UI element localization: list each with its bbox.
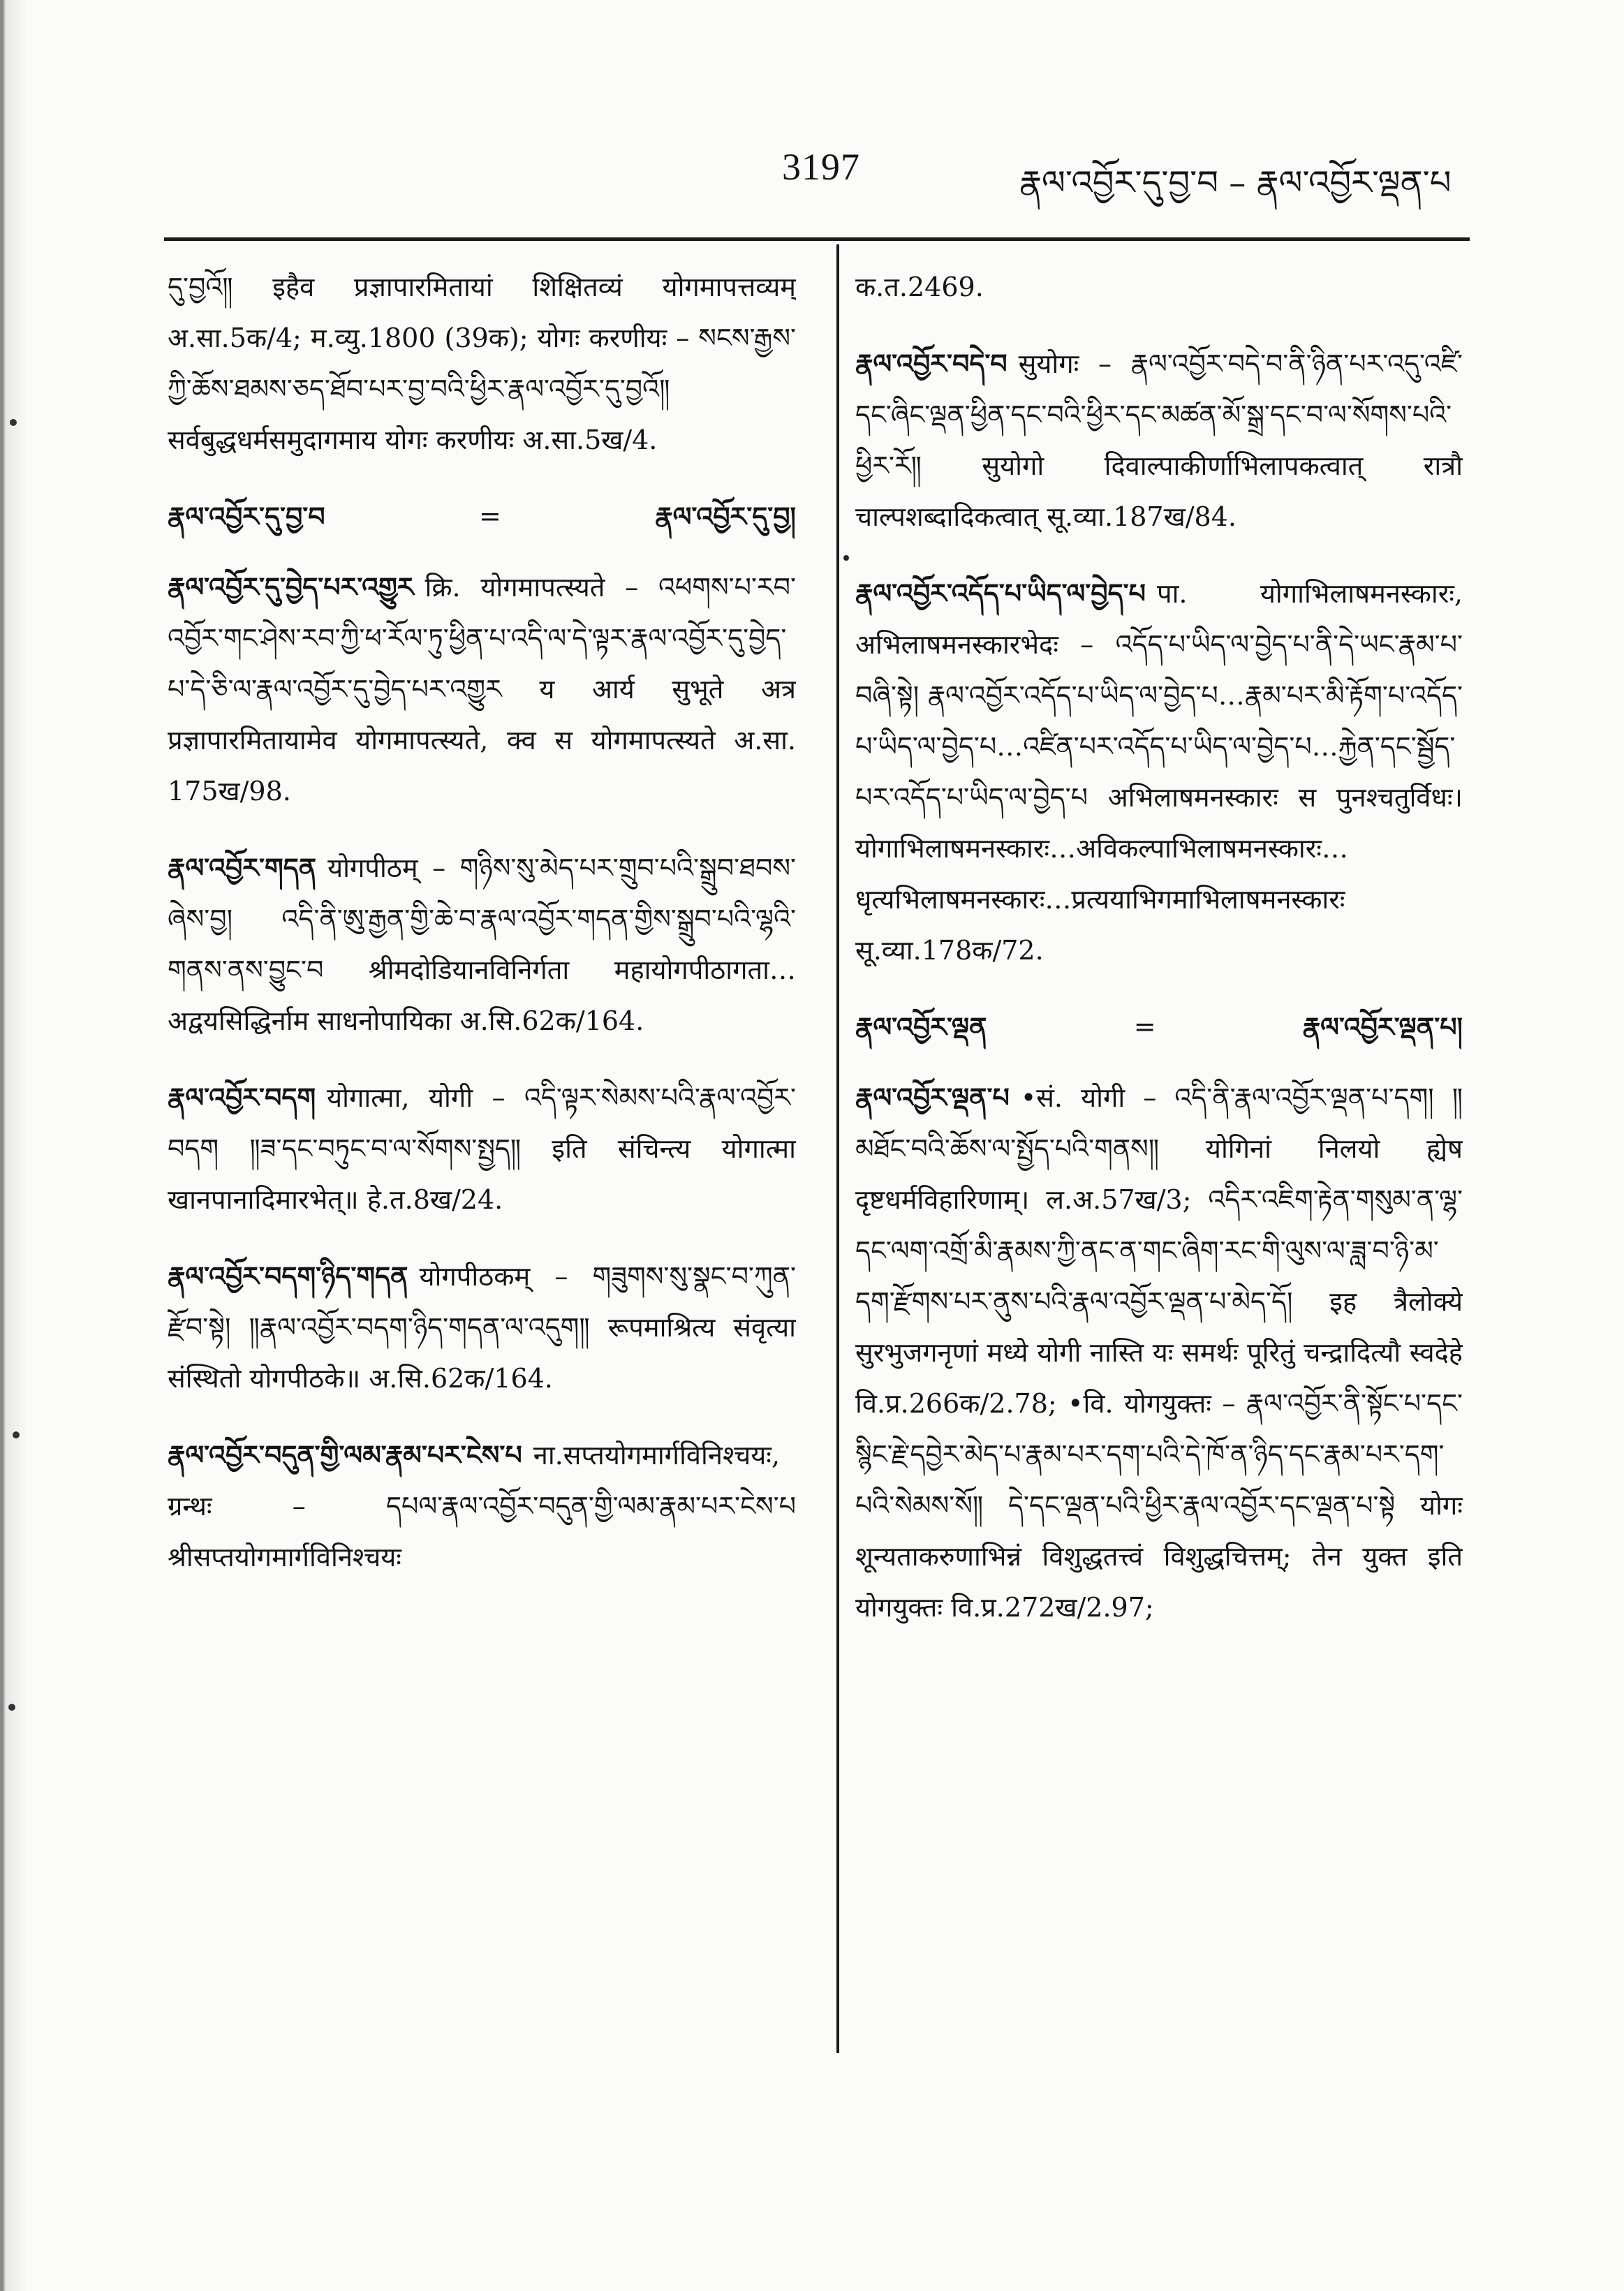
left-column [168, 262, 796, 2070]
entry-body: •सं. योगी – འདི་ནི་རྣལ་འབྱོར་ལྡན་པ་དག། ༎མཐོང་བའི་ཆོས་ལ་སྤྱོད་པའི་གནས༎ योगिनां निलयो ह्येष दृष्टधर्मविहारिणाम्। ल.अ.57ख/3; འདིར་འཇིག་རྟེན་གསུམ་ན་ལྷ་དང་ལག་འགྲོ་མི་རྣམས་ཀྱི་ནང་ན་གང་ཞིག་རང་གི་ལུས་ལ་ཟླ་བ་ཉི་མ་དག་རྫོགས་པར་ནུས་པའི་རྣལ་འབྱོར་ལྡན་པ་མེད་དོ། इह त्रैलोक्ये सुरभुजगनृणां मध्ये योगी नास्ति यः समर्थः पूरितुं चन्द्रादित्यौ स्वदेहे वि.प्र.266क/2.78; •वि. योगयुक्तः – རྣལ་འབྱོར་ནི་སྟོང་པ་དང་སྙིང་རྗེ་དབྱེར་མེད་པ་རྣམ་པར་དག་པའི་དེ་ཁོ་ན་ཉིད་དང་རྣམ་པར་དག་པའི་སེམས་སོ༎ དེ་དང་ལྡན་པའི་ཕྱིར་རྣལ་འབྱོར་དང་ལྡན་པ་སྟེ योगः शून्यताकरुणाभिन्नं विशुद्धतत्त्वं विशुद्धचित्तम्; तेन युक्त इति योगयुक्तः वि.प्र.272ख/2.97; [855, 1082, 1463, 1623]
crossref-target: རྣལ་འབྱོར་ལྡན་པ། [1302, 1011, 1463, 1043]
dictionary-entry [168, 842, 796, 1047]
dictionary-entry [168, 1072, 796, 1225]
crossref-entry [168, 491, 796, 542]
headword: རྣལ་འབྱོར་བདག [168, 1082, 316, 1113]
margin-dot [843, 555, 849, 561]
running-head: རྣལ་འབྱོར་དུ་བྱ་བ – རྣལ་འབྱོར་ལྡན་པ [1019, 163, 1452, 202]
entry-body: पा. योगाभिलाषमनस्कारः, अभिलाषमनस्कारभेदः – འདོད་པ་ཡིད་ལ་བྱེད་པ་ནི་དེ་ཡང་རྣམ་པ་བཞི་སྟེ། རྣལ་འབྱོར་འདོད་པ་ཡིད་ལ་བྱེད་པ…རྣམ་པར་མི་རྟོག་པ་འདོད་པ་ཡིད་ལ་བྱེད་པ…འཛིན་པར་འདོད་པ་ཡིད་ལ་བྱེད་པ…རྐྱེན་དང་སྦྱོད་པར་འདོད་པ་ཡིད་ལ་བྱེད་པ अभिलाषमनस्कारः स पुनश्चतुर्विधः। योगाभिलाषमनस्कारः…अविकल्पाभिलाषमनस्कारः…धृत्यभिलाषमनस्कारः…प्रत्ययाभिगमाभिलाषमनस्कारः सू.व्या.178क/72. [855, 578, 1463, 966]
headword: རྣལ་འབྱོར་གདན [168, 852, 317, 883]
entry-body: क.त.2469. [855, 272, 984, 302]
dictionary-entry [855, 262, 1463, 313]
crossref-target: རྣལ་འབྱོར་དུ་བྱ། [655, 501, 796, 532]
crossref-eq: = [1133, 1011, 1156, 1042]
entry-body: དུ་བྱའོ༎ इहैव प्रज्ञापारमितायां शिक्षितव्यं योगमापत्तव्यम् अ.सा.5क/4; म.व्यु.1800 (39क); योगः करणीयः – སངས་རྒྱས་ཀྱི་ཆོས་ཐམས་ཅད་ཐོབ་པར་བྱ་བའི་ཕྱིར་རྣལ་འབྱོར་དུ་བྱའོ༎ सर्वबुद्धधर्मसमुदागमाय योगः करणीयः अ.सा.5ख/4. [168, 272, 796, 455]
dictionary-entry [168, 262, 796, 466]
entry-body: सुयोगः – རྣལ་འབྱོར་བདེ་བ་ནི་ཉིན་པར་འདུ་འཛི་དང་ཞིང་ལྡན་ཕྱིན་དང་བའི་ཕྱིར་དང་མཚན་མོ་སྒྲ་དང་བ་ལ་སོགས་པའི་ཕྱིར་རོ༎ सुयोगो दिवाल्पाकीर्णाभिलापकत्वात् रात्रौ चाल्पशब्दादिकत्वात् सू.व्या.187ख/84. [855, 348, 1463, 532]
scan-speck [13, 1431, 20, 1438]
column-divider [836, 244, 839, 2053]
dictionary-entry [855, 568, 1463, 976]
dictionary-entry [168, 1429, 796, 1583]
crossref-eq: = [479, 501, 501, 531]
headword: རྣལ་འབྱོར་བདུན་གྱི་ལམ་རྣམ་པར་ངེས་པ [168, 1439, 522, 1471]
crossref-head: རྣལ་འབྱོར་དུ་བྱ་བ [168, 501, 325, 532]
dictionary-entry [168, 561, 796, 817]
dictionary-entry [855, 338, 1463, 543]
dictionary-entry [168, 1251, 796, 1404]
scan-speck [10, 419, 17, 426]
crossref-entry [855, 1001, 1463, 1052]
headword: རྣལ་འབྱོར་དུ་བྱེད་པར་འགྱུར [168, 571, 414, 603]
page-number: 3197 [782, 146, 860, 188]
crossref-head: རྣལ་འབྱོར་ལྡན [855, 1011, 987, 1043]
headword: རྣལ་འབྱོར་འདོད་པ་ཡིད་ལ་བྱེད་པ [855, 577, 1146, 609]
headword: རྣལ་འབྱོར་ལྡན་པ [855, 1082, 1010, 1113]
entry-body: क्रि. योगमापत्स्यते – འཕགས་པ་རབ་འབྱོར་གང་ཤེས་རབ་ཀྱི་ཕ་རོལ་ཏུ་ཕྱིན་པ་འདི་ལ་དེ་ལྟར་རྣལ་འབྱོར་དུ་བྱེད་པ་དེ་ཅི་ལ་རྣལ་འབྱོར་དུ་བྱེད་པར་འགྱུར य आर्य सुभूते अत्र प्रज्ञापारमितायामेव योगमापत्स्यते, क्व स योगमापत्स्यते अ.सा. 175ख/98. [168, 572, 796, 806]
scan-speck [8, 1704, 15, 1711]
headword: རྣལ་འབྱོར་བདག་ཉིད་གདན [168, 1260, 408, 1292]
entry-body: योगात्मा, योगी – འདི་ལྟར་སེམས་པའི་རྣལ་འབྱོར་བདག ༎ཟ་དང་བཏུང་བ་ལ་སོགས་སྤྱད༎ इति संचिन्त्य योगात्मा खानपानादिमारभेत्॥ हे.त.8ख/24. [168, 1082, 796, 1215]
entry-body: योगपीठम् – གཉིས་སུ་མེད་པར་གྲུབ་པའི་སྒྲུབ་ཐབས་ཞེས་བྱ། འདི་ནི་ཨུ་རྒྱན་གྱི་ཆེ་བ་རྣལ་འབྱོར་གདན་གྱིས་སྒྲུབ་པའི་ལྷའི་གནས་ནས་བྱུང་བ श्रीमदोडियानविनिर्गता महायोगपीठागता…अद्वयसिद्धिर्नाम साधनोपायिका अ.सि.62क/164. [168, 853, 796, 1036]
headword: རྣལ་འབྱོར་བདེ་བ [855, 348, 1007, 379]
dictionary-entry [855, 1072, 1463, 1633]
entry-body: योगपीठकम् – གཟུགས་སུ་སྣང་བ་ཀུན་རྫོབ་སྟེ། ༎རྣལ་འབྱོར་བདག་ཉིད་གདན་ལ་འདུག༎ रूपमाश्रित्य संवृत्या संस्थितो योगपीठके॥ अ.सि.62क/164. [168, 1261, 796, 1394]
entry-body: ना.सप्तयोगमार्गविनिश्चयः, ग्रन्थः – དཔལ་རྣལ་འབྱོར་བདུན་གྱི་ལམ་རྣམ་པར་ངེས་པ श्रीसप्तयोगमार्गविनिश्चयः [168, 1440, 796, 1572]
right-column [855, 262, 1463, 2070]
header-rule [164, 237, 1470, 241]
scan-edge-shadow [0, 0, 28, 2291]
